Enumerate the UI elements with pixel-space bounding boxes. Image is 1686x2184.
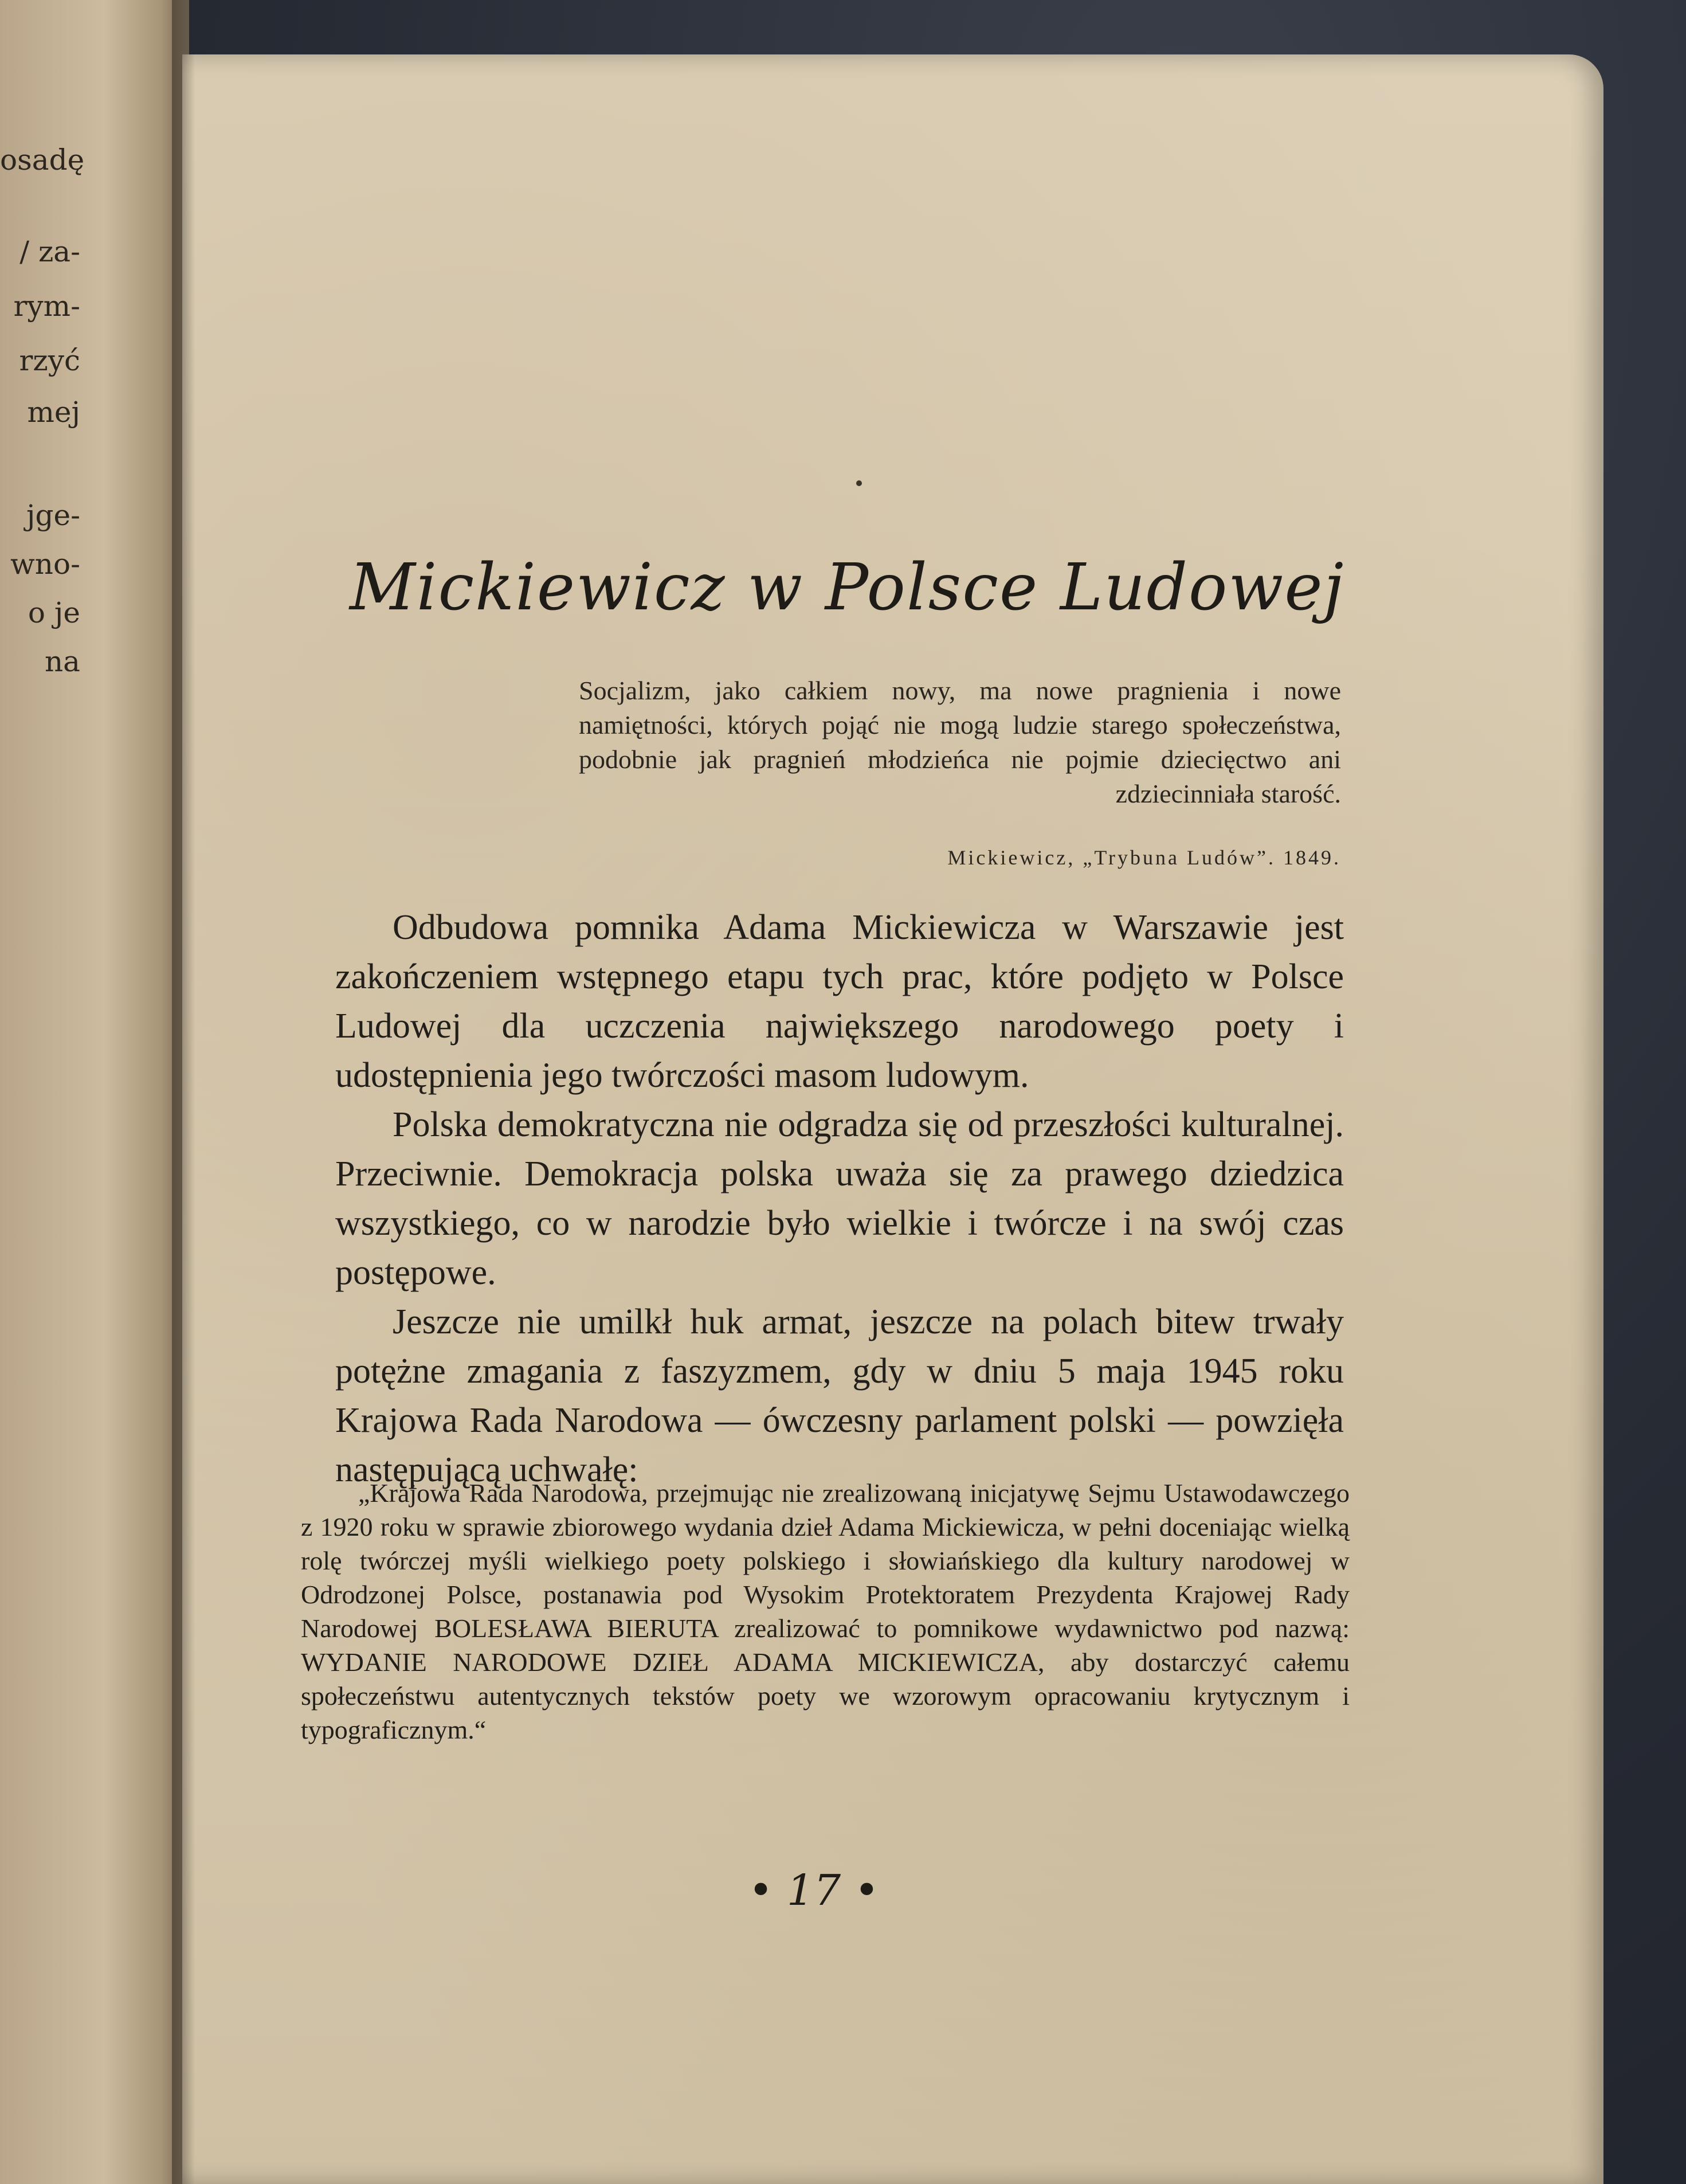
page-mark-dot [856, 480, 862, 486]
left-page-fragment: na [44, 645, 80, 678]
left-page-fragment: rym- [13, 289, 80, 323]
page-title: Mickiewicz w Polsce Ludowej [350, 550, 1345, 625]
body-text [335, 903, 1344, 1494]
body-paragraph: Jeszcze nie umilkł huk armat, jeszcze na polach bitew trwały potężne zmagania z faszyzmem, gdy w dniu 5 maja 1945 roku Krajowa Rada Narodowa — ówczesny parlament polski — powzięła następującą uchwałę: [335, 1302, 1344, 1489]
left-page-fragment: jge- [26, 499, 80, 532]
body-paragraph: Polska demokratyczna nie odgradza się od przeszłości kulturalnej. Przeciwnie. Demokracja polska uważa się za prawego dziedzica wszystkiego, co w narodzie było wielkie i twórcze i na swój czas postępowe. [335, 1105, 1344, 1292]
left-page-fragment: rzyć [19, 344, 80, 377]
body-paragraph: Odbudowa pomnika Adama Mickiewicza w Warszawie jest zakończeniem wstępnego etapu tych prac, które podjęto w Polsce Ludowej dla uczczenia największego narodowego poety i udostępnienia jego twórczości masom ludowym. [335, 908, 1344, 1095]
left-page-edge [0, 0, 189, 2184]
epigraph-source: Mickiewicz, „Trybuna Ludów”. 1849. [947, 846, 1341, 869]
epigraph-quote: Socjalizm, jako całkiem nowy, ma nowe pragnienia i nowe namiętności, których pojąć nie mogą ludzie starego społeczeństwa, podobnie jak pragnień młodzieńca nie pojmie dziecięctwo ani zdziecinniała starość. [579, 676, 1341, 808]
book-gutter-shadow [172, 0, 195, 2184]
left-page-fragment: mej [27, 396, 80, 429]
page-number: • 17 • [748, 1866, 880, 1915]
left-page-fragment: o je [28, 596, 80, 629]
resolution-quote: „Krajowa Rada Narodowa, przejmując nie zrealizowaną inicjatywę Sejmu Ustawodawczego z 1920 roku w sprawie zbiorowego wydania dzieł Adama Mickiewicza, w pełni doceniając wielką rolę twórczej myśli wielkiego poety polskiego i słowiańskiego dla kultury narodowej w Odrodzonej Polsce, postanawia pod Wysokim Protektoratem Prezydenta Krajowej Rady Narodowej BOLESŁAWA BIERUTA zrealizować to pomnikowe wydawnictwo pod nazwą: WYDANIE NARODOWE DZIEŁ ADAMA MICKIEWICZA, aby dostarczyć całemu społeczeństwu autentycznych tekstów poety we wzorowym opracowaniu krytycznym i typograficznym.“ [301, 1478, 1350, 1744]
left-page-fragment: / za- [19, 235, 80, 268]
left-page-fragment: wno- [10, 547, 80, 581]
left-page-fragment: osadę [0, 143, 85, 177]
